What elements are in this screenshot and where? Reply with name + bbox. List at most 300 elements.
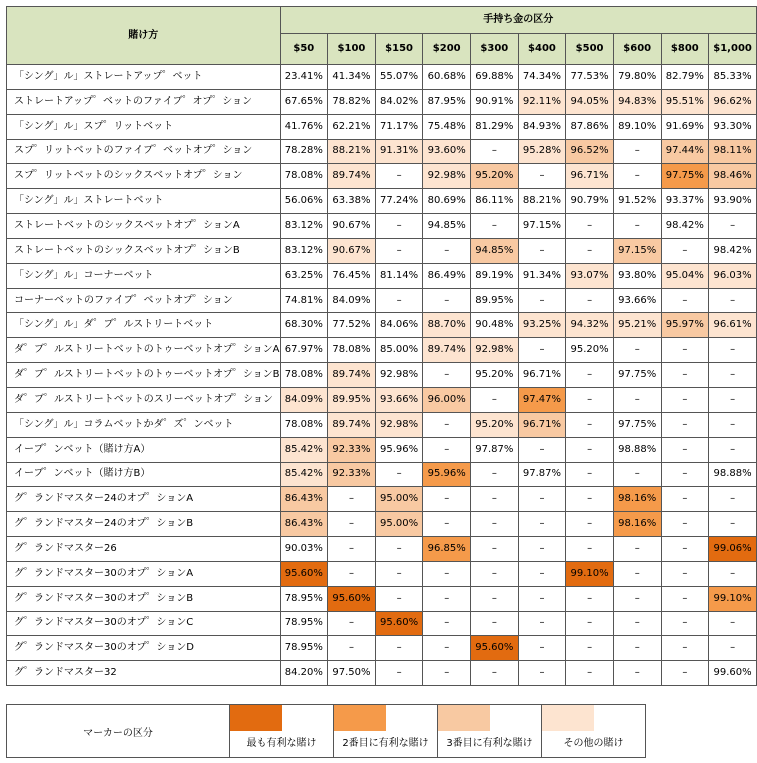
win-rate-cell: 98.42% (709, 238, 757, 263)
win-rate-cell: 78.95% (280, 611, 328, 636)
win-rate-cell: – (471, 462, 519, 487)
win-rate-cell: – (423, 437, 471, 462)
win-rate-cell: 98.46% (709, 164, 757, 189)
win-rate-cell: – (375, 537, 423, 562)
win-rate-cell: 95.97% (661, 313, 709, 338)
win-rate-cell: 92.11% (518, 89, 566, 114)
win-rate-cell: – (566, 238, 614, 263)
win-rate-cell: 95.20% (471, 164, 519, 189)
win-rate-cell: – (661, 288, 709, 313)
win-rate-cell: 89.19% (471, 263, 519, 288)
bet-type-label: グ゜ランドマスター30のオプ゜ションD (7, 636, 281, 661)
win-rate-cell: 97.75% (613, 363, 661, 388)
bet-type-label: ストレートベットのシックスベットオプ゜ションB (7, 238, 281, 263)
win-rate-cell: 84.06% (375, 313, 423, 338)
bet-type-label: ストレートベットのシックスベットオプ゜ションA (7, 214, 281, 239)
table-row (7, 189, 757, 214)
bet-type-label: スプ゜リットベットのシックスベットオプ゜ション (7, 164, 281, 189)
win-rate-cell: 96.71% (566, 164, 614, 189)
win-rate-cell: 95.60% (328, 586, 376, 611)
win-rate-cell: 89.95% (328, 387, 376, 412)
win-rate-cell: – (661, 387, 709, 412)
win-rate-cell: 74.34% (518, 65, 566, 90)
table-row (7, 238, 757, 263)
win-rate-cell: – (471, 586, 519, 611)
win-rate-cell: – (471, 387, 519, 412)
win-rate-cell: 77.53% (566, 65, 614, 90)
win-rate-cell: 95.00% (375, 512, 423, 537)
table-row (7, 561, 757, 586)
table-row (7, 537, 757, 562)
win-rate-cell: 93.80% (613, 263, 661, 288)
win-rate-cell: 71.17% (375, 114, 423, 139)
win-rate-cell: 93.07% (566, 263, 614, 288)
table-row (7, 636, 757, 661)
bet-type-label: グ゜ランドマスター26 (7, 537, 281, 562)
win-rate-cell: 76.45% (328, 263, 376, 288)
win-rate-cell: 77.52% (328, 313, 376, 338)
bet-type-label: イーブ゜ンベット（賭け方B） (7, 462, 281, 487)
bet-type-label: コーナーベットのファイブ゜ベットオプ゜ション (7, 288, 281, 313)
win-rate-cell: – (518, 288, 566, 313)
win-rate-cell: 96.52% (566, 139, 614, 164)
column-header: $600 (613, 34, 661, 65)
win-rate-cell: 67.97% (280, 338, 328, 363)
win-rate-cell: – (661, 238, 709, 263)
win-rate-cell: 97.75% (661, 164, 709, 189)
win-rate-cell: 92.33% (328, 462, 376, 487)
win-rate-cell: 78.08% (328, 338, 376, 363)
column-header: $150 (375, 34, 423, 65)
win-rate-cell: 98.16% (613, 512, 661, 537)
win-rate-cell: – (518, 164, 566, 189)
win-rate-cell: 83.12% (280, 238, 328, 263)
win-rate-cell: 99.10% (709, 586, 757, 611)
win-rate-cell: 96.00% (423, 387, 471, 412)
win-rate-cell: 81.29% (471, 114, 519, 139)
win-rate-cell: 87.95% (423, 89, 471, 114)
bet-type-label: 「シング」ル」ストレートアップ゜ベット (7, 65, 281, 90)
win-rate-cell: 94.05% (566, 89, 614, 114)
win-rate-cell: 96.85% (423, 537, 471, 562)
table-row (7, 462, 757, 487)
table-row (7, 114, 757, 139)
win-rate-cell: 85.00% (375, 338, 423, 363)
win-rate-cell: – (709, 214, 757, 239)
win-rate-cell: – (518, 537, 566, 562)
win-rate-cell: 97.50% (328, 661, 376, 686)
win-rate-cell: 92.98% (375, 363, 423, 388)
win-rate-cell: 97.75% (613, 412, 661, 437)
win-rate-cell: 89.10% (613, 114, 661, 139)
win-rate-cell: – (613, 537, 661, 562)
table-row (7, 387, 757, 412)
win-rate-cell: – (471, 561, 519, 586)
win-rate-cell: 75.48% (423, 114, 471, 139)
win-rate-cell: 78.95% (280, 586, 328, 611)
win-rate-cell: – (613, 338, 661, 363)
win-rate-table (6, 6, 757, 686)
win-rate-cell: – (613, 387, 661, 412)
win-rate-cell: – (661, 537, 709, 562)
win-rate-cell: 96.62% (709, 89, 757, 114)
win-rate-cell: – (661, 338, 709, 363)
win-rate-cell: – (423, 238, 471, 263)
legend-title: マーカーの区分 (7, 705, 230, 758)
win-rate-cell: 98.42% (661, 214, 709, 239)
win-rate-cell: – (471, 611, 519, 636)
win-rate-cell: – (661, 636, 709, 661)
win-rate-cell: – (709, 338, 757, 363)
win-rate-cell: – (566, 586, 614, 611)
win-rate-cell: 97.47% (518, 387, 566, 412)
win-rate-cell: – (566, 412, 614, 437)
win-rate-cell: – (375, 238, 423, 263)
bet-type-label: イーブ゜ンベット（賭け方A） (7, 437, 281, 462)
table-row (7, 412, 757, 437)
win-rate-cell: 41.76% (280, 114, 328, 139)
win-rate-cell: 95.21% (613, 313, 661, 338)
win-rate-cell: – (471, 537, 519, 562)
win-rate-cell: 91.52% (613, 189, 661, 214)
win-rate-cell: – (471, 214, 519, 239)
win-rate-cell: 93.66% (375, 387, 423, 412)
win-rate-cell: 83.12% (280, 214, 328, 239)
win-rate-cell: 99.60% (709, 661, 757, 686)
win-rate-cell: 84.09% (280, 387, 328, 412)
win-rate-cell: 96.61% (709, 313, 757, 338)
legend-label: 最も有利な賭け (246, 738, 317, 749)
legend-item (542, 705, 646, 758)
win-rate-cell: 92.98% (375, 412, 423, 437)
win-rate-cell: 78.82% (328, 89, 376, 114)
win-rate-cell: – (566, 387, 614, 412)
win-rate-cell: – (566, 437, 614, 462)
table-row (7, 586, 757, 611)
win-rate-cell: – (613, 139, 661, 164)
bet-type-header: 賭け方 (7, 7, 281, 65)
win-rate-cell: 91.34% (518, 263, 566, 288)
win-rate-cell: – (661, 586, 709, 611)
win-rate-cell: 68.30% (280, 313, 328, 338)
bet-type-label: ストレートアップ゜ベットのファイブ゜オプ゜ション (7, 89, 281, 114)
win-rate-cell: 23.41% (280, 65, 328, 90)
win-rate-cell: – (709, 437, 757, 462)
win-rate-cell: 41.34% (328, 65, 376, 90)
win-rate-cell: 90.79% (566, 189, 614, 214)
win-rate-cell: – (518, 487, 566, 512)
bet-type-label: グ゜ランドマスター30のオプ゜ションB (7, 586, 281, 611)
bet-type-label: グ゜ランドマスター30のオプ゜ションA (7, 561, 281, 586)
win-rate-cell: 95.60% (471, 636, 519, 661)
win-rate-cell: 88.21% (518, 189, 566, 214)
win-rate-cell: – (661, 462, 709, 487)
win-rate-cell: 77.24% (375, 189, 423, 214)
win-rate-cell: – (709, 288, 757, 313)
bet-type-label: ダ゜ブ゜ルストリートベットのスリーベットオプ゜ション (7, 387, 281, 412)
win-rate-cell: – (375, 636, 423, 661)
legend-swatch (230, 705, 282, 731)
win-rate-cell: – (423, 288, 471, 313)
win-rate-cell: – (566, 611, 614, 636)
win-rate-cell: 60.68% (423, 65, 471, 90)
win-rate-cell: – (375, 586, 423, 611)
win-rate-cell: – (471, 512, 519, 537)
win-rate-cell: – (375, 462, 423, 487)
table-row (7, 139, 757, 164)
table-row (7, 437, 757, 462)
table-row (7, 313, 757, 338)
win-rate-cell: 88.21% (328, 139, 376, 164)
win-rate-cell: 78.28% (280, 139, 328, 164)
win-rate-cell: – (518, 661, 566, 686)
win-rate-cell: – (566, 487, 614, 512)
column-header: $800 (661, 34, 709, 65)
win-rate-cell: 95.60% (375, 611, 423, 636)
win-rate-cell: 99.06% (709, 537, 757, 562)
win-rate-cell: 85.42% (280, 462, 328, 487)
win-rate-cell: – (423, 611, 471, 636)
table-row (7, 214, 757, 239)
legend-swatch (542, 705, 594, 731)
win-rate-cell: 63.38% (328, 189, 376, 214)
win-rate-cell: – (566, 537, 614, 562)
legend-label: その他の賭け (563, 738, 624, 749)
win-rate-cell: 96.71% (518, 363, 566, 388)
win-rate-cell: 94.83% (613, 89, 661, 114)
win-rate-cell: 91.31% (375, 139, 423, 164)
win-rate-cell: 92.98% (423, 164, 471, 189)
win-rate-cell: 97.44% (661, 139, 709, 164)
win-rate-cell: – (375, 214, 423, 239)
bet-type-label: ダ゜ブ゜ルストリートベットのトゥーベットオプ゜ションB (7, 363, 281, 388)
win-rate-cell: 89.74% (328, 363, 376, 388)
win-rate-cell: 69.88% (471, 65, 519, 90)
win-rate-cell: – (423, 412, 471, 437)
win-rate-cell: – (328, 537, 376, 562)
win-rate-cell: 95.60% (280, 561, 328, 586)
win-rate-cell: – (423, 363, 471, 388)
win-rate-cell: – (471, 661, 519, 686)
win-rate-cell: – (613, 611, 661, 636)
win-rate-cell: – (613, 661, 661, 686)
win-rate-cell: – (661, 661, 709, 686)
win-rate-cell: – (613, 462, 661, 487)
win-rate-cell: 95.96% (423, 462, 471, 487)
bet-type-label: グ゜ランドマスター24のオプ゜ションB (7, 512, 281, 537)
bet-type-label: ダ゜ブ゜ルストリートベットのトゥーベットオプ゜ションA (7, 338, 281, 363)
win-rate-cell: 95.20% (471, 363, 519, 388)
legend-label: 3番目に有利な賭け (446, 738, 533, 749)
column-header: $100 (328, 34, 376, 65)
win-rate-cell: 91.69% (661, 114, 709, 139)
win-rate-cell: 82.79% (661, 65, 709, 90)
legend-swatch (438, 705, 490, 731)
column-header: $200 (423, 34, 471, 65)
win-rate-cell: 93.60% (423, 139, 471, 164)
win-rate-cell: – (566, 512, 614, 537)
win-rate-cell: 89.74% (328, 164, 376, 189)
win-rate-cell: 98.88% (613, 437, 661, 462)
win-rate-cell: – (423, 636, 471, 661)
win-rate-cell: – (328, 561, 376, 586)
win-rate-cell: – (518, 338, 566, 363)
win-rate-cell: 81.14% (375, 263, 423, 288)
win-rate-cell: 90.91% (471, 89, 519, 114)
table-row (7, 338, 757, 363)
win-rate-cell: 90.67% (328, 214, 376, 239)
win-rate-cell: 56.06% (280, 189, 328, 214)
win-rate-cell: – (566, 363, 614, 388)
win-rate-cell: 62.21% (328, 114, 376, 139)
win-rate-cell: 89.74% (328, 412, 376, 437)
win-rate-cell: – (423, 661, 471, 686)
win-rate-cell: – (518, 611, 566, 636)
win-rate-cell: – (423, 561, 471, 586)
column-header: $300 (471, 34, 519, 65)
table-row (7, 611, 757, 636)
legend-swatch (334, 705, 386, 731)
win-rate-cell: 97.87% (518, 462, 566, 487)
win-rate-cell: – (518, 561, 566, 586)
win-rate-cell: 95.20% (566, 338, 614, 363)
win-rate-cell: 63.25% (280, 263, 328, 288)
win-rate-cell: 84.02% (375, 89, 423, 114)
legend-item (230, 705, 334, 758)
win-rate-cell: 97.15% (518, 214, 566, 239)
win-rate-cell: – (613, 164, 661, 189)
table-body (7, 65, 757, 686)
win-rate-cell: – (566, 214, 614, 239)
win-rate-cell: – (709, 363, 757, 388)
win-rate-cell: – (613, 214, 661, 239)
bet-type-label: 「シング」ル」ストレートベット (7, 189, 281, 214)
win-rate-cell: – (518, 238, 566, 263)
bet-type-label: 「シング」ル」ダ゜ブ゜ルストリートベット (7, 313, 281, 338)
win-rate-cell: 93.66% (613, 288, 661, 313)
win-rate-cell: – (709, 387, 757, 412)
win-rate-cell: 93.30% (709, 114, 757, 139)
marker-legend (6, 704, 646, 758)
column-header: $400 (518, 34, 566, 65)
win-rate-cell: – (566, 661, 614, 686)
win-rate-cell: 84.20% (280, 661, 328, 686)
win-rate-cell: – (661, 437, 709, 462)
win-rate-cell: – (709, 636, 757, 661)
win-rate-cell: 92.98% (471, 338, 519, 363)
win-rate-cell: 97.87% (471, 437, 519, 462)
win-rate-cell: 98.11% (709, 139, 757, 164)
win-rate-cell: – (375, 661, 423, 686)
win-rate-cell: 78.08% (280, 412, 328, 437)
win-rate-cell: 93.90% (709, 189, 757, 214)
win-rate-cell: – (328, 611, 376, 636)
bankroll-group-header: 手持ち金の区分 (280, 7, 756, 34)
win-rate-cell: – (566, 636, 614, 661)
win-rate-cell: – (613, 561, 661, 586)
win-rate-cell: 90.48% (471, 313, 519, 338)
win-rate-cell: – (471, 139, 519, 164)
bet-type-label: 「シング」ル」コラムベットかダ゜ズ゜ンベット (7, 412, 281, 437)
win-rate-cell: 78.08% (280, 363, 328, 388)
column-header: $500 (566, 34, 614, 65)
win-rate-cell: 74.81% (280, 288, 328, 313)
win-rate-cell: – (423, 512, 471, 537)
win-rate-cell: 92.33% (328, 437, 376, 462)
win-rate-cell: 93.37% (661, 189, 709, 214)
table-row (7, 288, 757, 313)
table-row (7, 512, 757, 537)
win-rate-cell: – (328, 512, 376, 537)
table-row (7, 363, 757, 388)
win-rate-cell: 79.80% (613, 65, 661, 90)
win-rate-cell: 94.85% (471, 238, 519, 263)
win-rate-cell: 55.07% (375, 65, 423, 90)
win-rate-cell: – (613, 636, 661, 661)
win-rate-cell: 87.86% (566, 114, 614, 139)
win-rate-cell: – (661, 561, 709, 586)
win-rate-cell: 94.85% (423, 214, 471, 239)
win-rate-cell: 95.51% (661, 89, 709, 114)
win-rate-cell: – (661, 412, 709, 437)
column-header: $50 (280, 34, 328, 65)
win-rate-cell: – (709, 487, 757, 512)
win-rate-cell: – (328, 636, 376, 661)
column-header: $1,000 (709, 34, 757, 65)
win-rate-cell: 95.28% (518, 139, 566, 164)
win-rate-cell: 99.10% (566, 561, 614, 586)
table-row (7, 164, 757, 189)
win-rate-cell: 95.20% (471, 412, 519, 437)
win-rate-cell: 88.70% (423, 313, 471, 338)
bet-type-label: グ゜ランドマスター32 (7, 661, 281, 686)
win-rate-cell: – (709, 412, 757, 437)
win-rate-cell: 97.15% (613, 238, 661, 263)
table-row (7, 263, 757, 288)
win-rate-cell: – (328, 487, 376, 512)
win-rate-cell: 93.25% (518, 313, 566, 338)
win-rate-cell: – (471, 487, 519, 512)
win-rate-cell: – (613, 586, 661, 611)
win-rate-cell: 95.00% (375, 487, 423, 512)
bet-type-label: グ゜ランドマスター24のオプ゜ションA (7, 487, 281, 512)
win-rate-cell: – (661, 611, 709, 636)
win-rate-cell: – (661, 487, 709, 512)
win-rate-cell: 98.16% (613, 487, 661, 512)
win-rate-cell: 89.95% (471, 288, 519, 313)
win-rate-cell: – (709, 561, 757, 586)
win-rate-cell: 80.69% (423, 189, 471, 214)
win-rate-cell: – (518, 437, 566, 462)
win-rate-cell: – (375, 164, 423, 189)
win-rate-cell: 96.03% (709, 263, 757, 288)
win-rate-cell: 86.49% (423, 263, 471, 288)
win-rate-cell: 86.11% (471, 189, 519, 214)
win-rate-cell: – (375, 561, 423, 586)
win-rate-cell: 86.43% (280, 487, 328, 512)
win-rate-cell: 84.09% (328, 288, 376, 313)
legend-item (334, 705, 438, 758)
bet-type-label: グ゜ランドマスター30のオプ゜ションC (7, 611, 281, 636)
win-rate-cell: 78.95% (280, 636, 328, 661)
win-rate-cell: 67.65% (280, 89, 328, 114)
table-row (7, 487, 757, 512)
win-rate-cell: – (375, 288, 423, 313)
win-rate-cell: – (709, 611, 757, 636)
bet-type-label: 「シング」ル」コーナーベット (7, 263, 281, 288)
win-rate-cell: 95.04% (661, 263, 709, 288)
table-row (7, 89, 757, 114)
